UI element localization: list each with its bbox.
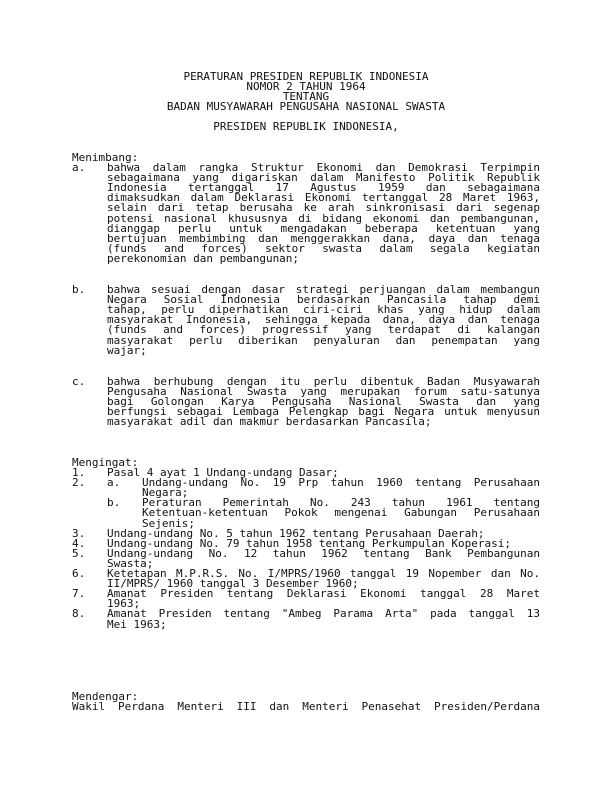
item-text — [142, 478, 540, 498]
item-number: c. — [72, 374, 86, 388]
sub-item — [107, 498, 540, 528]
text-line: Peraturan Pemerintah No. 243 tahun 1961 tentang — [142, 498, 540, 509]
text-line: Amanat Presiden tentang Deklarasi Ekonomi tanggal 28 Maret — [107, 589, 540, 600]
recalling-item — [72, 478, 540, 528]
text-line: Pengusaha Nasional Swasta yang merupakan forum satu-satunya — [107, 386, 540, 397]
text-line: Ketentuan-ketentuan Pokok mengenai Gabungan Perusahaan — [142, 508, 540, 519]
president-line: PRESIDEN REPUBLIK INDONESIA, — [213, 120, 399, 134]
text-line: masyarakat perlu diberikan penyaluran dan penempatan yang — [107, 335, 540, 346]
header-line: BADAN MUSYAWARAH PENGUSAHA NASIONAL SWASTA — [166, 100, 446, 114]
text-line: berfungsi sebagai Lembaga Pelengkap bagi Negara untuk menyusun — [107, 406, 540, 418]
recalling-item — [72, 546, 540, 570]
text-line: (funds and forces) progressif yang terdapat di kalangan — [107, 325, 540, 336]
considering-item — [72, 285, 540, 356]
item-text — [107, 529, 540, 539]
item-number: 8. — [72, 607, 86, 621]
header-line: PERATURAN PRESIDEN REPUBLIK INDONESIA — [183, 70, 429, 83]
item-number: 5. — [72, 546, 86, 560]
recalling-item — [72, 609, 540, 629]
mengingat-section — [72, 458, 540, 630]
text-line: bahwa dalam rangka Struktur Ekonomi dan Demokrasi Terpimpin — [107, 163, 540, 174]
item-number: 1. — [72, 466, 86, 480]
item-number: 3. — [72, 526, 86, 540]
text-line: Negara; — [142, 488, 189, 499]
text-line: Pasal 4 ayat 1 Undang-undang Dasar; — [107, 468, 339, 479]
text-line: masyarakat Indonesia, sehingga kepada dana, daya dan tenaga — [107, 315, 540, 326]
menimbang-section — [72, 153, 540, 427]
considering-item — [72, 374, 540, 428]
text-line: bagi Golongan Karya Pengusaha Nasional Swasta dan yang — [107, 396, 540, 407]
item-number: 7. — [72, 587, 86, 601]
section-label: Menimbang: — [72, 151, 139, 164]
recalling-item — [72, 589, 540, 609]
item-number: 2. — [72, 476, 86, 490]
item-number: a. — [107, 478, 121, 489]
item-text — [107, 163, 540, 264]
item-number: b. — [72, 283, 86, 297]
considering-item — [72, 163, 540, 264]
text-line: dianggap perlu untuk mengadakan beberapa ketentuan yang — [107, 223, 540, 234]
text-line: dimaksudkan dalam Deklarasi Ekonomi tertanggal 28 Maret 1963, — [107, 193, 540, 204]
text-line: Negara Sosial Indonesia berdasarkan Pancasila tahap demi — [107, 295, 540, 306]
text-line: 1963; — [107, 599, 141, 610]
section-label: Mengingat: — [72, 456, 139, 469]
header-line: TENTANG — [282, 90, 330, 104]
item-text — [142, 498, 540, 528]
text-line: II/MPRS/ 1960 tanggal 3 Desember 1960; — [107, 579, 359, 590]
text-line: Indonesia tertanggal 17 Agustus 1959 dan sebagaimana — [107, 183, 540, 194]
item-number: a. — [72, 161, 86, 175]
text-line: bertujuan membimbing dan menggerakkan dana, daya dan tenaga — [107, 233, 540, 244]
document-header — [72, 72, 540, 132]
sub-item — [107, 478, 540, 498]
text-line: tahap, perlu diperhatikan ciri-ciri khas yang hidup dalam — [107, 305, 540, 316]
text-line: Undang-undang No. 79 tahun 1958 tentang Perkumpulan Koperasi; — [107, 538, 511, 549]
header-line: NOMOR 2 TAHUN 1964 — [246, 80, 366, 94]
item-number: b. — [107, 498, 121, 509]
item-text — [107, 539, 540, 549]
text-line: Undang-undang No. 12 tahun 1962 tentang Bank Pembangunan — [107, 548, 540, 559]
recalling-item — [72, 526, 540, 540]
item-text — [107, 549, 540, 569]
text-line: selain dari tetap berusaha ke arah sinkronisasi dari segenap — [107, 203, 540, 214]
text-line: Swasta; — [107, 558, 154, 570]
text-line: wajar; — [107, 345, 147, 356]
item-text — [107, 569, 540, 589]
text-line: Ketetapan M.P.R.S. No. I/MPRS/1960 tanggal 19 Nopember dan No. — [107, 569, 540, 580]
item-number: 6. — [72, 567, 86, 581]
text-line: Undang-undang No. 5 tahun 1962 tentang Perusahaan Daerah; — [107, 528, 485, 539]
text-line: bahwa berhubung dengan itu perlu dibentuk Badan Musyawarah — [107, 376, 540, 387]
text-line: Undang-undang No. 19 Prp tahun 1960 tentang Perusahaan — [142, 478, 540, 489]
section-label: Mendengar: — [72, 690, 139, 703]
text-line: Sejenis; — [142, 518, 195, 529]
text-line: potensi nasional khususnya di bidang ekonomi dan pembangunan, — [107, 213, 540, 224]
text-line: Amanat Presiden tentang "Ambeg Parama Arta" pada tanggal 13 — [107, 609, 540, 620]
text-line: Mei 1963; — [107, 619, 167, 630]
item-text — [107, 609, 540, 629]
item-text — [107, 478, 540, 528]
recalling-item — [72, 536, 540, 550]
recalling-item — [72, 468, 540, 478]
text-line: perekonomian dan pembangunan; — [107, 253, 300, 265]
text-line: sebagaimana yang digariskan dalam Manifesto Politik Republik — [107, 173, 540, 184]
item-number: 4. — [72, 536, 86, 550]
item-text — [107, 589, 540, 609]
item-text — [107, 285, 540, 356]
text-line: Wakil Perdana Menteri III dan Menteri Penasehat Presiden/Perdana — [72, 700, 540, 714]
text-line: bahwa sesuai dengan dasar strategi perjuangan dalam membangun — [107, 285, 540, 296]
text-line: masyarakat adil dan makmur berdasarkan Pancasila; — [107, 417, 432, 428]
text-line: (funds and forces) sektor swasta dalam segala kegiatan — [107, 243, 540, 254]
item-text — [107, 468, 540, 478]
recalling-item — [72, 569, 540, 589]
item-text — [107, 377, 540, 427]
mendengar-section — [72, 692, 540, 712]
